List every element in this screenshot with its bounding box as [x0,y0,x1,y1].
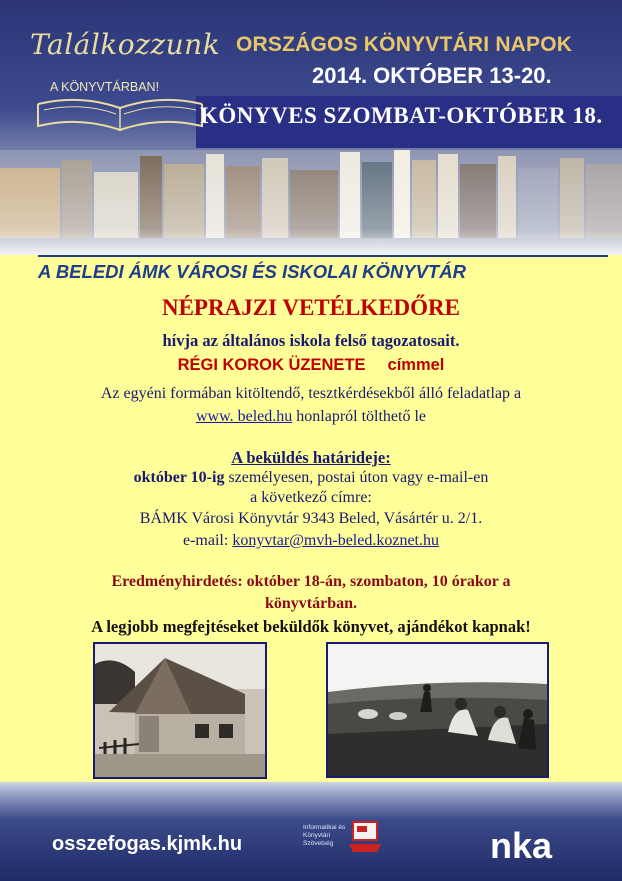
bookshelf-image [0,150,622,255]
iksz-logo-text: Informatikai és Könyvtári Szövetség [303,824,346,847]
campaign-logo [18,22,221,134]
footer-bar [0,782,622,881]
event-title: ORSZÁGOS KÖNYVTÁRI NAPOK [236,33,573,56]
thatched-house-photo [93,642,267,779]
deadline-heading: A beküldés határideje: [231,448,391,467]
harvest-field-photo [326,642,549,778]
library-name: A BELEDI ÁMK VÁROSI ÉS ISKOLAI KÖNYVTÁR [38,261,466,282]
email-row [0,532,622,550]
description-line-2-rest: honlapról tölthető le [292,408,427,425]
prize-text: A legjobb megfejtéseket beküldők könyvet, ajándékot kapnak! [91,617,531,636]
website-link[interactable]: www. beled.hu [195,408,293,425]
logo-subtitle: A KÖNYVTÁRBAN! [50,80,160,94]
nka-logo-text: nka [490,825,553,866]
saturday-heading: KÖNYVES SZOMBAT-OKTÓBER 18. [200,103,603,128]
contest-title-suffix: címmel [387,356,445,374]
deadline-line-1 [0,469,622,487]
laptop-logo-icon [347,818,383,860]
event-dates: 2014. OKTÓBER 13-20. [312,63,552,88]
description-line-2 [0,408,622,426]
footer-website[interactable]: osszefogas.kjmk.hu [52,833,243,855]
divider [38,255,608,257]
contest-title-row [0,356,622,375]
email-label: e-mail: [183,532,233,549]
logo-script-text: Találkozzunk [30,28,221,61]
deadline-date: október 10-ig [133,469,225,486]
postal-address: BÁMK Városi Könyvtár 9343 Beled, Vásártér u. 2/1. [139,510,483,527]
email-link[interactable]: konyvtar@mvh-beled.koznet.hu [232,532,439,549]
invitation-text: hívja az általános iskola felső tagozatosait. [162,331,460,350]
iksz-logo [303,816,383,868]
deadline-methods: személyesen, postai úton vagy e-mail-en [224,469,489,486]
description-line-1: Az egyéni formában kitöltendő, tesztkérdésekből álló feladatlap a [100,385,522,402]
nka-logo-icon [490,824,570,866]
contest-title: RÉGI KOROK ÜZENETE [177,356,366,374]
open-book-icon [34,96,206,138]
deadline-line-2: a következő címre: [250,489,372,506]
results-line-2: könyvtárban. [264,595,358,612]
header-banner [0,0,622,255]
results-line-1: Eredményhirdetés: október 18-án, szombaton, 10 órakor a [111,573,511,590]
contest-heading: NÉPRAJZI VETÉLKEDŐRE [161,295,460,320]
